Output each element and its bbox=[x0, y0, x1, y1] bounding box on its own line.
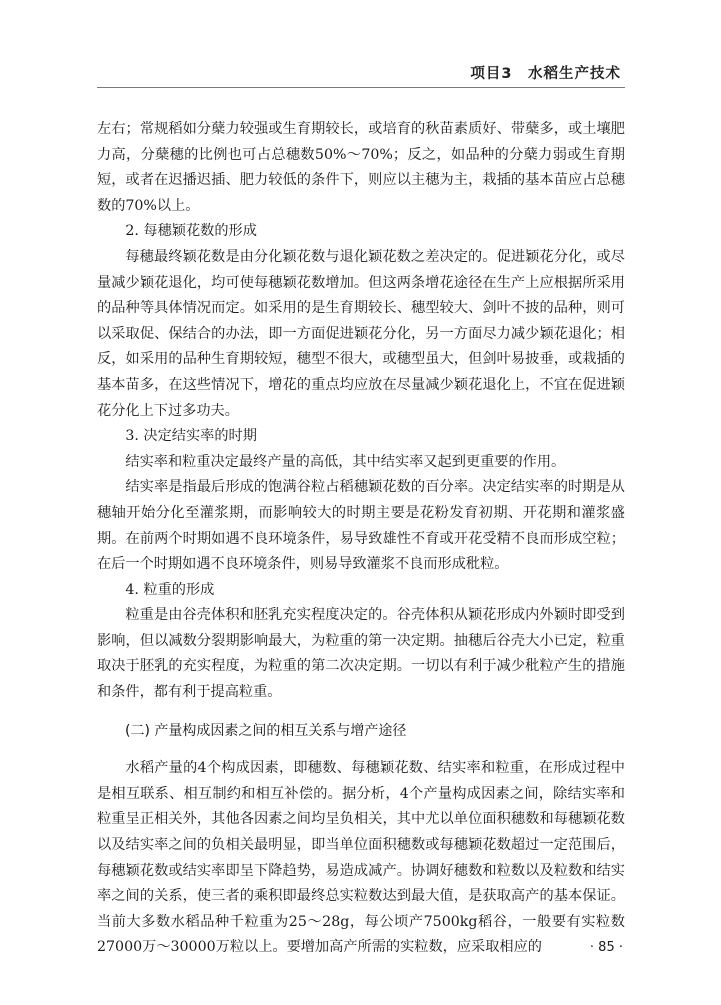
paragraph-yield-components: 水稻产量的4个构成因素，即穗数、每穗颖花数、结实率和粒重，在形成过程中是相互联系、相互制约和相互补偿的。据分析，4个产量构成因素之间，除结实率和粒重呈正相关外，其他各因素之间均呈负相关，其中尤以单位面积穗数和每穗颖花数以及结实率之间的负相关最明显，即当单位面积穗数或每穗颖花数超过一定范围后，每穗颖花数或结实率即呈下降趋势，易造成减产。协调好穗数和粒数以及粒数和结实率之间的关系，使三者的乘积即最终总实粒数达到最大值，是获取高产的基本保证。当前大多数水稻品种千粒重为25～28g，每公顷产7500kg稻谷，一般要有实粒数27000万～30000万粒以上。要增加高产所需的实粒数，应采取相应的 bbox=[97, 760, 625, 956]
running-header-title: 项目3 水稻生产技术 bbox=[470, 66, 621, 82]
subheading-seed-setting-period: 3. 决定结实率的时期 bbox=[125, 428, 257, 445]
paragraph-seed-setting-intro: 结实率和粒重决定最终产量的高低，其中结实率又起到更重要的作用。 bbox=[125, 453, 566, 470]
running-header bbox=[0, 0, 721, 92]
paragraph-continued: 左右；常规稻如分蘖力较强或生育期较长，或培育的秋苗素质好、带蘖多，或土壤肥力高，分蘖穗的比例也可占总穗数50%～70%；反之，如品种的分蘖力弱或生育期短，或者在迟播迟插、肥力较低的条件下，则应以主穗为主，栽插的基本苗应占总穗数的70%以上。 bbox=[97, 121, 625, 214]
paragraph-spikelets: 每穗最终颖花数是由分化颖花数与退化颖花数之差决定的。促进颖花分化，或尽量减少颖花退化，均可使每穗颖花数增加。但这两条增花途径在生产上应根据所采用的品种等具体情况而定。如采用的是生育期较长、穗型较大、剑叶不披的品种，则可以采取促、保结合的办法，即一方面促进颖花分化，另一方面尽力减少颖花退化；相反，如采用的品种生育期较短，穗型不很大，或穗型虽大，但剑叶易披垂，或栽插的基本苗多，在这些情况下，增花的重点均应放在尽量减少颖花退化上，不宜在促进颖花分化上下过多功夫。 bbox=[97, 248, 625, 419]
section-heading: (二) 产量构成因素之间的相互关系与增产途径 bbox=[125, 722, 407, 739]
page-number: · 85 · bbox=[589, 940, 623, 955]
subheading-grain-weight: 4. 粒重的形成 bbox=[125, 581, 215, 598]
page-body bbox=[97, 117, 625, 961]
header-rule bbox=[97, 87, 625, 88]
subheading-spikelets: 2. 每穗颖花数的形成 bbox=[125, 223, 257, 240]
paragraph-seed-setting: 结实率是指最后形成的饱满谷粒占稻穗颖花数的百分率。决定结实率的时期是从穗轴开始分化至灌浆期，而影响较大的时期主要是花粉发育初期、开花期和灌浆盛期。在前两个时期如遇不良环境条件，易导致雄性不育或开花受精不良而形成空粒；在后一个时期如遇不良环境条件，则易导致灌浆不良而形成秕粒。 bbox=[97, 479, 625, 573]
paragraph-grain-weight: 粒重是由谷壳体积和胚乳充实程度决定的。谷壳体积从颖花形成内外颖时即受到影响，但以减数分裂期影响最大，为粒重的第一决定期。抽穗后谷壳大小已定，粒重取决于胚乳的充实程度，为粒重的第二次决定期。一切以有利于减少秕粒产生的措施和条件，都有利于提高粒重。 bbox=[97, 607, 625, 701]
